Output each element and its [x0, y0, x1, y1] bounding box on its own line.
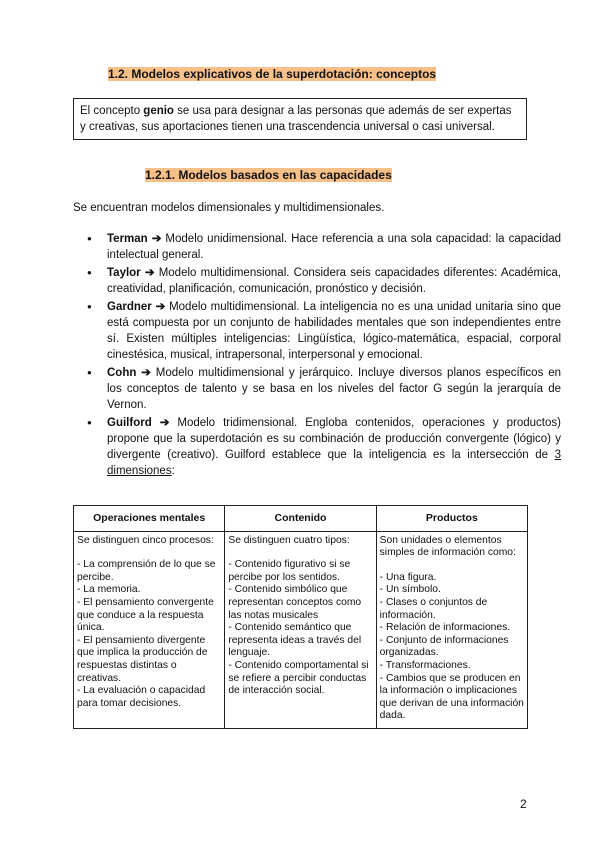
table-header: Contenido	[225, 506, 376, 532]
list-item: ● Guilford ➔ Modelo tridimensional. Engloba contenidos, operaciones y productos) propone que la superdotación es su combinación de producción convergente (lógico) y divergente (creativo). Guilford establece que la inteligencia es la intersección de 3 dimensiones:	[107, 415, 561, 479]
list-item: ● Taylor ➔ Modelo multidimensional. Considera seis capacidades diferentes: Académica, creatividad, planificación, comunicación, pronóstico y decisión.	[107, 265, 561, 297]
guilford-table	[73, 505, 528, 729]
definition-box: El concepto genio se usa para designar a las personas que además de ser expertas y creativas, sus aportaciones tienen una trascendencia universal o casi universal.	[73, 98, 527, 140]
table-header: Productos	[376, 506, 527, 532]
arrow-icon: ➔	[144, 267, 155, 279]
models-list	[73, 231, 561, 481]
subsection-heading: 1.2.1. Modelos basados en las capacidades	[145, 168, 392, 182]
page-number: 2	[520, 797, 527, 811]
definition-term: genio	[143, 105, 174, 117]
list-item: ● Cohn ➔ Modelo multidimensional y jerárquico. Incluye diversos planos específicos en los conceptos de talento y se basa en los niveles del factor G según la jerarquía de Vernon.	[107, 365, 561, 413]
arrow-icon: ➔	[155, 301, 166, 313]
table-cell-operations: Se distinguen cinco procesos: - La comprensión de lo que se percibe. - La memoria. - El pensamiento convergente que conduce a la respuesta única. - El pensamiento divergente que implica la producción de respuestas distintas o creativas. - La evaluación o capacidad para tomar decisiones.	[74, 531, 225, 728]
table-header: Operaciones mentales	[74, 506, 225, 532]
arrow-icon: ➔	[159, 417, 170, 429]
section-heading: 1.2. Modelos explicativos de la superdotación: conceptos	[108, 67, 437, 81]
arrow-icon: ➔	[151, 233, 162, 245]
intro-paragraph: Se encuentran modelos dimensionales y multidimensionales.	[73, 202, 385, 214]
list-item: ● Terman ➔ Modelo unidimensional. Hace referencia a una sola capacidad: la capacidad intelectual general.	[107, 231, 561, 263]
arrow-icon: ➔	[141, 367, 151, 379]
list-item: ● Gardner ➔ Modelo multidimensional. La inteligencia no es una unidad unitaria sino que está compuesta por un conjunto de habilidades mentales que son independientes entre sí. Existen múltiples inteligencias: Lingüística, lógico-matemática, espacial, corporal cinestésica, musical, intrapersonal, interpersonal y emocional.	[107, 299, 561, 363]
table-cell-products: Son unidades o elementos simples de información como: - Una figura. - Un símbolo. - Clases o conjuntos de información. - Relación de informaciones. - Conjunto de informaciones organizadas. - Transformaciones. - Cambios que se producen en la información o implicaciones que derivan de una información dada.	[376, 531, 527, 728]
table-cell-content: Se distinguen cuatro tipos: - Contenido figurativo si se percibe por los sentidos. - Contenido simbólico que representan conceptos como las notas musicales - Contenido semántico que representa ideas a través del lenguaje. - Contenido comportamental si se refiere a percibir conductas de interacción social.	[225, 531, 376, 728]
